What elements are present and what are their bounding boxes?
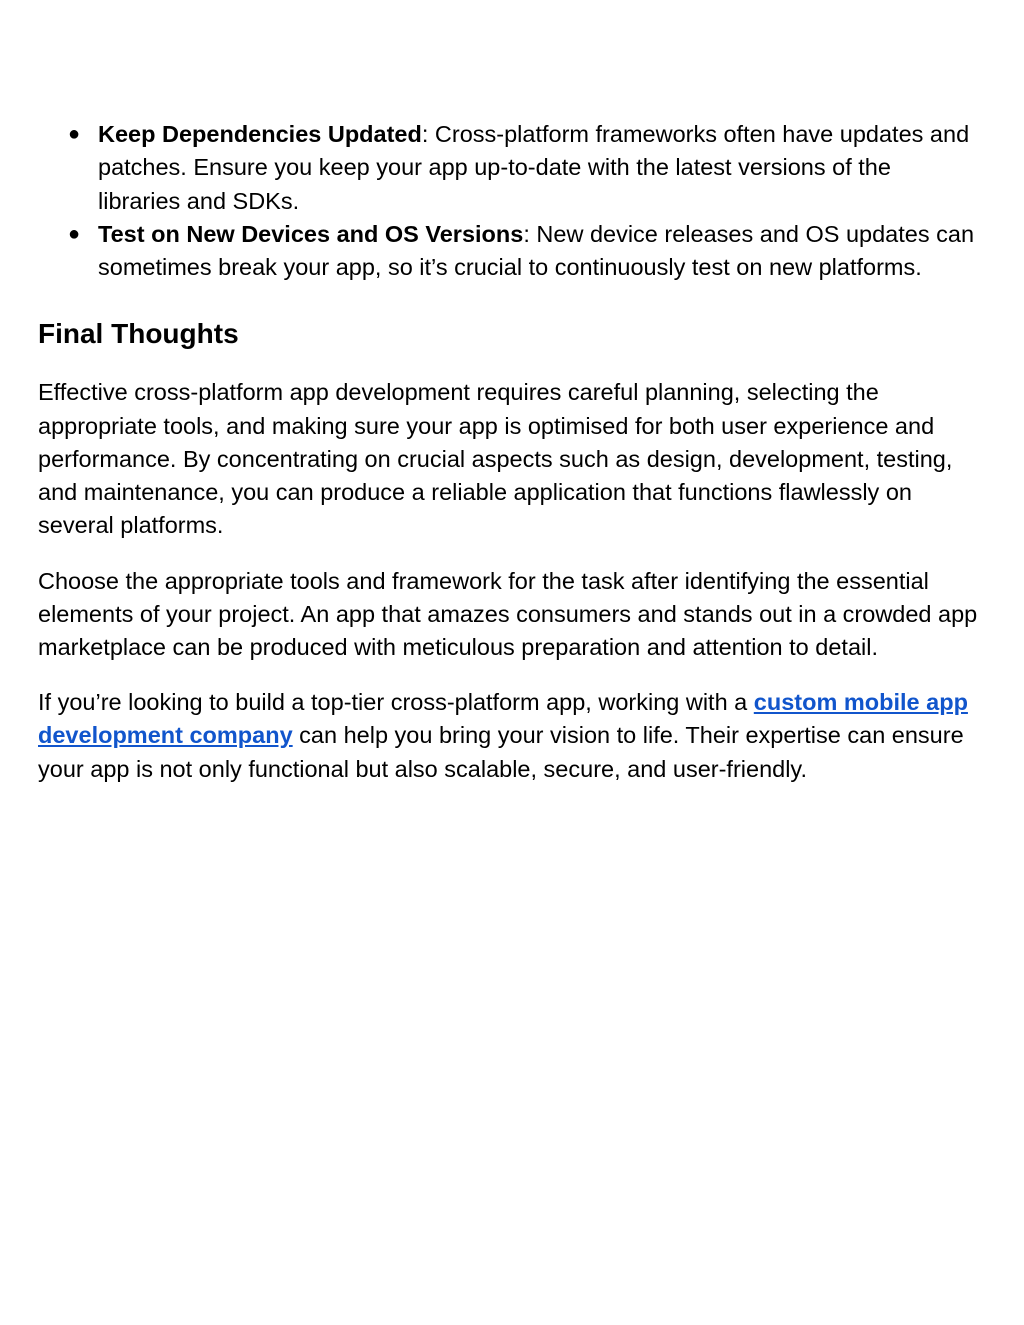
- tips-bullet-list: [38, 118, 978, 284]
- bullet-title: Test on New Devices and OS Versions: [98, 220, 524, 247]
- section-heading: Final Thoughts: [38, 318, 239, 350]
- bullet-item-dependencies: [38, 118, 978, 218]
- paragraph-cta-text-before: If you’re looking to build a top-tier cross-platform app, working with a: [38, 689, 754, 716]
- bullet-text: : Cross-platform frameworks often have updates and patches. Ensure you keep your app up-to-date with the latest versions of the libraries and SDKs.: [98, 121, 970, 214]
- document-page: [38, 118, 978, 786]
- bullet-title: Keep Dependencies Updated: [98, 121, 422, 147]
- bullet-item-new-devices: [38, 218, 978, 285]
- paragraph-cta-text-after: can help you bring your vision to life. Their expertise can ensure your app is not only functional but also scalable, secure, and user-friendly.: [38, 722, 964, 782]
- paragraph-summary: Effective cross-platform app development requires careful planning, selecting the appropriate tools, and making sure your app is optimised for both user experience and performance. By concentrating on crucial aspects such as design, development, testing, and maintenance, you can produce a reliable application that functions flawlessly on several platforms.: [38, 379, 953, 539]
- bullet-dot-icon: ●: [68, 123, 81, 145]
- bullet-text: : New device releases and OS updates can sometimes break your app, so it’s crucial to continuously test on new platforms.: [98, 220, 975, 281]
- custom-app-company-link[interactable]: custom mobile app development company: [38, 689, 968, 749]
- paragraph-tools: Choose the appropriate tools and framework for the task after identifying the essential elements of your project. An app that amazes consumers and stands out in a crowded app marketplace can be produced with meticulous preparation and attention to detail.: [38, 567, 978, 660]
- bullet-dot-icon: ●: [68, 222, 81, 245]
- paragraph-cta: [38, 686, 978, 786]
